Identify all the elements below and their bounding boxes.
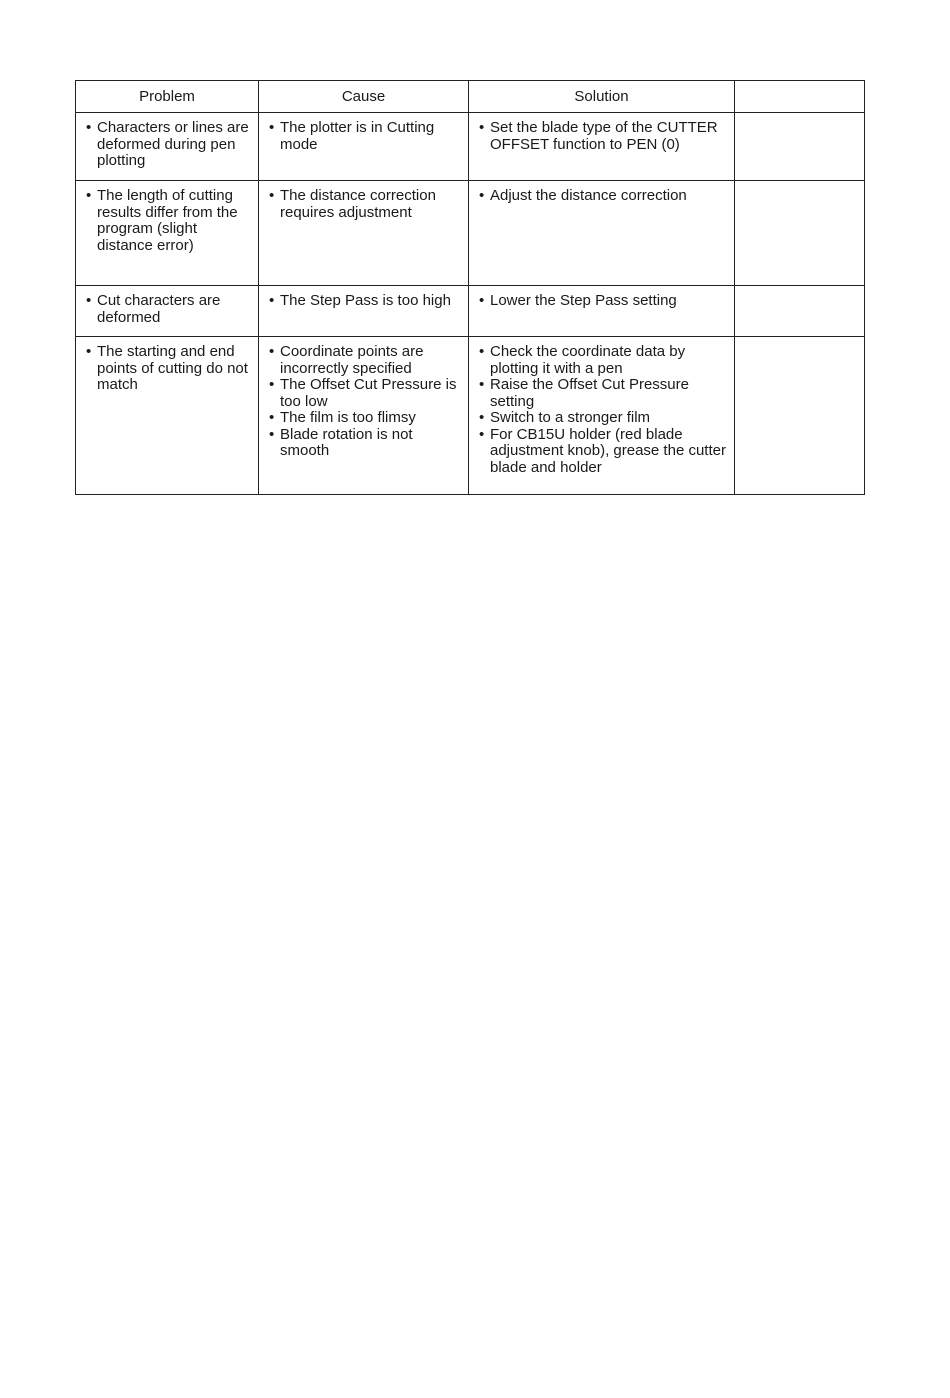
list-item: • Coordinate points are incorrectly specified — [269, 344, 460, 377]
list-item: • For CB15U holder (red blade adjustment knob), grease the cutter blade and holder — [479, 427, 726, 477]
extra-cell — [735, 286, 865, 337]
cause-list — [259, 286, 468, 310]
header-problem: Problem — [76, 81, 259, 113]
list-item: • The length of cutting results differ from the program (slight distance error) — [86, 188, 250, 254]
cause-cell — [259, 286, 469, 337]
list-item: • The plotter is in Cutting mode — [269, 120, 460, 153]
problem-list — [76, 113, 258, 170]
list-item: • Lower the Step Pass setting — [479, 293, 726, 310]
troubleshooting-table — [75, 80, 865, 495]
header-extra — [735, 81, 865, 113]
problem-cell — [76, 113, 259, 181]
extra-cell — [735, 181, 865, 286]
solution-cell — [469, 181, 735, 286]
problem-cell — [76, 286, 259, 337]
list-item: • Adjust the distance correction — [479, 188, 726, 205]
list-item: • The film is too flimsy — [269, 410, 460, 427]
header-cause: Cause — [259, 81, 469, 113]
table-row — [76, 113, 865, 181]
cause-list — [259, 181, 468, 221]
table-row — [76, 286, 865, 337]
solution-list — [469, 286, 734, 310]
list-item: • The starting and end points of cutting do not match — [86, 344, 250, 394]
problem-list — [76, 286, 258, 326]
solution-list — [469, 113, 734, 153]
list-item: • Switch to a stronger film — [479, 410, 726, 427]
cause-cell — [259, 181, 469, 286]
cause-list — [259, 337, 468, 460]
extra-cell — [735, 337, 865, 495]
list-item: • Raise the Offset Cut Pressure setting — [479, 377, 726, 410]
table-row — [76, 337, 865, 495]
extra-cell — [735, 113, 865, 181]
cause-cell — [259, 113, 469, 181]
list-item: • The Offset Cut Pressure is too low — [269, 377, 460, 410]
list-item: • Blade rotation is not smooth — [269, 427, 460, 460]
list-item: • Cut characters are deformed — [86, 293, 250, 326]
header-solution: Solution — [469, 81, 735, 113]
table-header-row — [76, 81, 865, 113]
problem-cell — [76, 181, 259, 286]
solution-cell — [469, 337, 735, 495]
problem-list — [76, 181, 258, 254]
solution-cell — [469, 286, 735, 337]
list-item: • The Step Pass is too high — [269, 293, 460, 310]
problem-cell — [76, 337, 259, 495]
list-item: • The distance correction requires adjustment — [269, 188, 460, 221]
solution-cell — [469, 113, 735, 181]
solution-list — [469, 337, 734, 476]
list-item: • Check the coordinate data by plotting it with a pen — [479, 344, 726, 377]
solution-list — [469, 181, 734, 205]
cause-list — [259, 113, 468, 153]
cause-cell — [259, 337, 469, 495]
list-item: • Characters or lines are deformed during pen plotting — [86, 120, 250, 170]
problem-list — [76, 337, 258, 394]
table-row — [76, 181, 865, 286]
list-item: • Set the blade type of the CUTTER OFFSET function to PEN (0) — [479, 120, 726, 153]
